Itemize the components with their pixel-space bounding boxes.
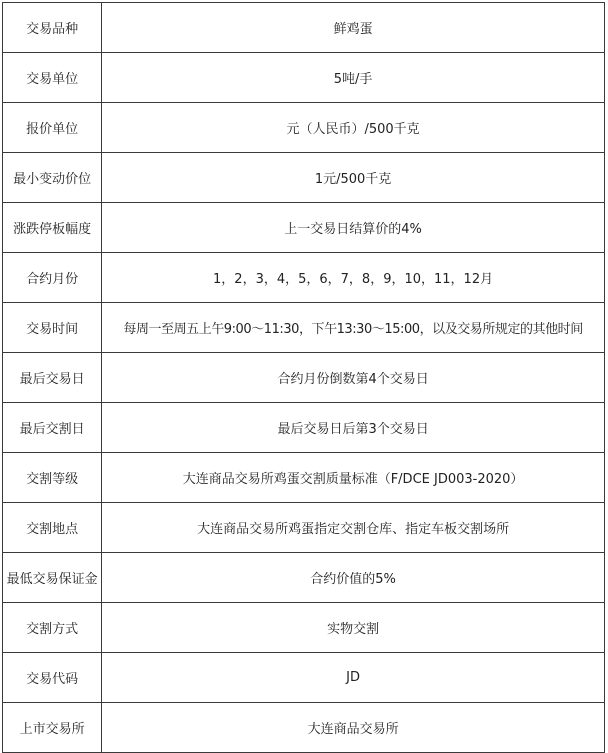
row-value: 元（人民币）/500千克 [102, 103, 605, 153]
row-label: 交割方式 [3, 603, 102, 653]
table-row [3, 53, 605, 103]
row-label: 最后交割日 [3, 403, 102, 453]
table-row [3, 3, 605, 53]
table-row [3, 403, 605, 453]
table-row [3, 653, 605, 703]
row-value: 大连商品交易所鸡蛋指定交割仓库、指定车板交割场所 [102, 503, 605, 553]
contract-spec-body [3, 3, 605, 753]
table-row [3, 353, 605, 403]
row-value: 5吨/手 [102, 53, 605, 103]
row-value: 合约价值的5% [102, 553, 605, 603]
table-row [3, 153, 605, 203]
table-row [3, 453, 605, 503]
row-value: JD [102, 653, 605, 703]
row-label: 上市交易所 [3, 703, 102, 753]
table-row [3, 503, 605, 553]
row-value: 1，2，3，4，5，6，7，8，9，10，11，12月 [102, 253, 605, 303]
table-row [3, 203, 605, 253]
row-label: 交易单位 [3, 53, 102, 103]
row-label: 最小变动价位 [3, 153, 102, 203]
table-row [3, 103, 605, 153]
row-value: 每周一至周五上午9:00～11:30，下午13:30～15:00，以及交易所规定的其他时间 [102, 303, 605, 353]
row-value: 1元/500千克 [102, 153, 605, 203]
table-row [3, 703, 605, 753]
row-label: 涨跌停板幅度 [3, 203, 102, 253]
table-row [3, 553, 605, 603]
row-value: 大连商品交易所 [102, 703, 605, 753]
row-value: 合约月份倒数第4个交易日 [102, 353, 605, 403]
row-label: 交易时间 [3, 303, 102, 353]
row-value: 最后交易日后第3个交易日 [102, 403, 605, 453]
row-label: 交易品种 [3, 3, 102, 53]
row-label: 最后交易日 [3, 353, 102, 403]
row-label: 交易代码 [3, 653, 102, 703]
table-row [3, 253, 605, 303]
table-row [3, 303, 605, 353]
row-value: 实物交割 [102, 603, 605, 653]
row-label: 交割等级 [3, 453, 102, 503]
row-value: 大连商品交易所鸡蛋交割质量标准（F/DCE JD003-2020） [102, 453, 605, 503]
table-row [3, 603, 605, 653]
contract-spec-table [2, 2, 605, 753]
row-value: 上一交易日结算价的4% [102, 203, 605, 253]
row-value: 鲜鸡蛋 [102, 3, 605, 53]
row-label: 报价单位 [3, 103, 102, 153]
row-label: 合约月份 [3, 253, 102, 303]
row-label: 交割地点 [3, 503, 102, 553]
row-label: 最低交易保证金 [3, 553, 102, 603]
